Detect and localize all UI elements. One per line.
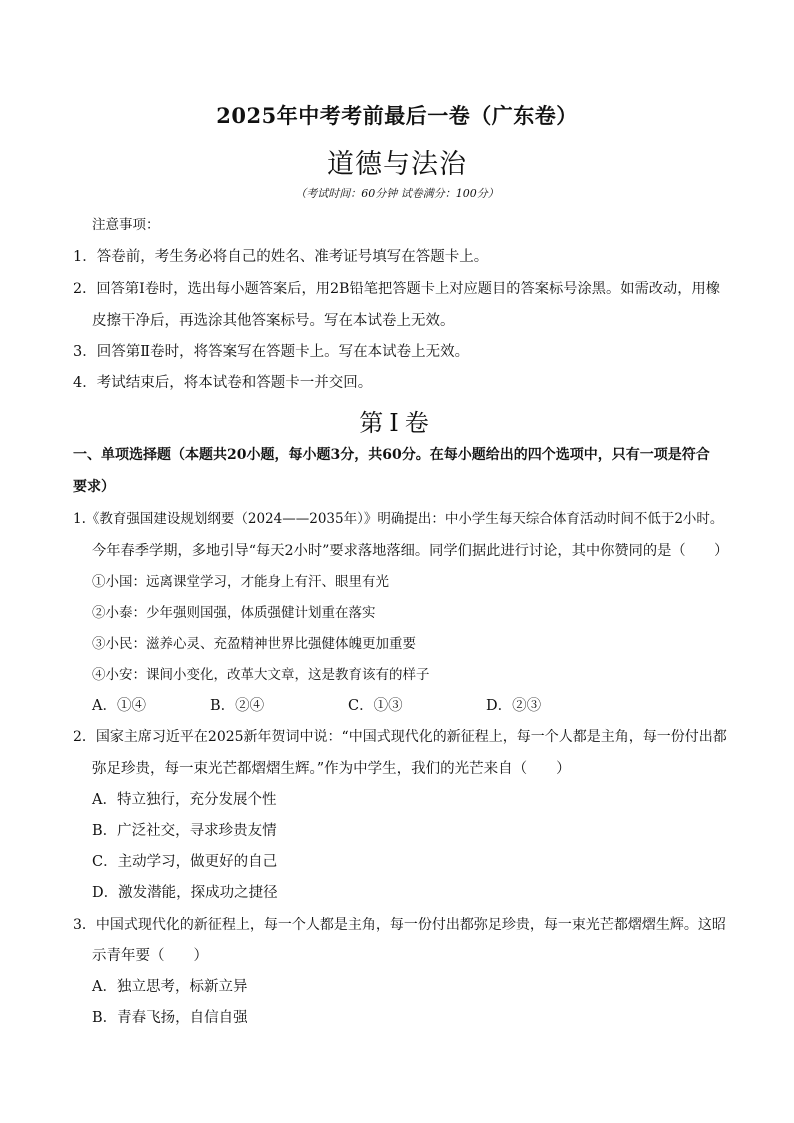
question-2-option-c[interactable]: C．主动学习，做更好的自己: [92, 854, 278, 870]
section-instruction: 一、单项选择题（本题共20小题，每小题3分，共60分。在每小题给出的四个选项中，只有一项是符合: [73, 447, 710, 463]
notice-item: 3．回答第Ⅱ卷时，将答案写在答题卡上。写在本试卷上无效。: [73, 344, 470, 360]
question-2-option-d[interactable]: D．激发潜能，探成功之捷径: [92, 885, 278, 901]
question-3-stem: 3．中国式现代化的新征程上，每一个人都是主角，每一份付出都弥足珍贵，每一束光芒都熠熠生辉。这昭: [73, 917, 726, 933]
question-2-stem-continued: 弥足珍贵，每一束光芒都熠熠生辉。”作为中学生，我们的光芒来自（ ）: [92, 761, 571, 777]
notice-item: 4．考试结束后，将本试卷和答题卡一并交回。: [73, 375, 373, 391]
question-3-option-b[interactable]: B．青春飞扬，自信自强: [92, 1010, 248, 1026]
question-1-option-c[interactable]: C．①③: [348, 698, 403, 714]
section-instruction-continued: 要求）: [73, 479, 115, 495]
question-2-stem: 2．国家主席习近平在2025新年贺词中说：“中国式现代化的新征程上，每一个人都是主角，每一份付出都: [73, 729, 727, 745]
question-1-statement: ③小民：滋养心灵、充盈精神世界比强健体魄更加重要: [92, 636, 416, 652]
question-1-option-b[interactable]: B．②④: [210, 698, 265, 714]
notice-item: 1．答卷前，考生务必将自己的姓名、准考证号填写在答题卡上。: [73, 249, 489, 265]
notice-heading: 注意事项：: [92, 217, 160, 233]
question-3-stem-continued: 示青年要（ ）: [92, 948, 208, 964]
exam-title: 2025年中考考前最后一卷（广东卷）: [216, 103, 578, 128]
question-1-statement: ④小安：课间小变化，改革大文章，这是教育该有的样子: [92, 667, 430, 683]
exam-info: （考试时间：60分钟 试卷满分：100分）: [295, 187, 499, 200]
subject-title: 道德与法治: [327, 149, 467, 180]
question-1-option-a[interactable]: A．①④: [92, 698, 146, 714]
question-1-option-d[interactable]: D．②③: [486, 698, 542, 714]
question-1-stem: 1.《教育强国建设规划纲要（2024——2035年）》明确提出：中小学生每天综合体育活动时间不低于2小时。: [73, 511, 724, 527]
question-1-statement: ①小国：远离课堂学习，才能身上有汗、眼里有光: [92, 574, 389, 590]
notice-item: 2．回答第Ⅰ卷时，选出每小题答案后，用2B铅笔把答题卡上对应题目的答案标号涂黑。如需改动，用橡: [73, 281, 720, 297]
notice-item-continued: 皮擦干净后，再选涂其他答案标号。写在本试卷上无效。: [92, 313, 455, 329]
question-2-option-a[interactable]: A．特立独行，充分发展个性: [92, 792, 277, 808]
section-title: 第Ⅰ卷: [359, 409, 435, 437]
question-1-stem-continued: 今年春季学期，多地引导“每天2小时”要求落地落细。同学们据此进行讨论，其中你赞同的是（ ）: [92, 543, 729, 559]
question-1-statement: ②小泰：少年强则国强，体质强健计划重在落实: [92, 605, 376, 621]
question-2-option-b[interactable]: B．广泛社交，寻求珍贵友情: [92, 823, 277, 839]
question-3-option-a[interactable]: A．独立思考，标新立异: [92, 979, 248, 995]
